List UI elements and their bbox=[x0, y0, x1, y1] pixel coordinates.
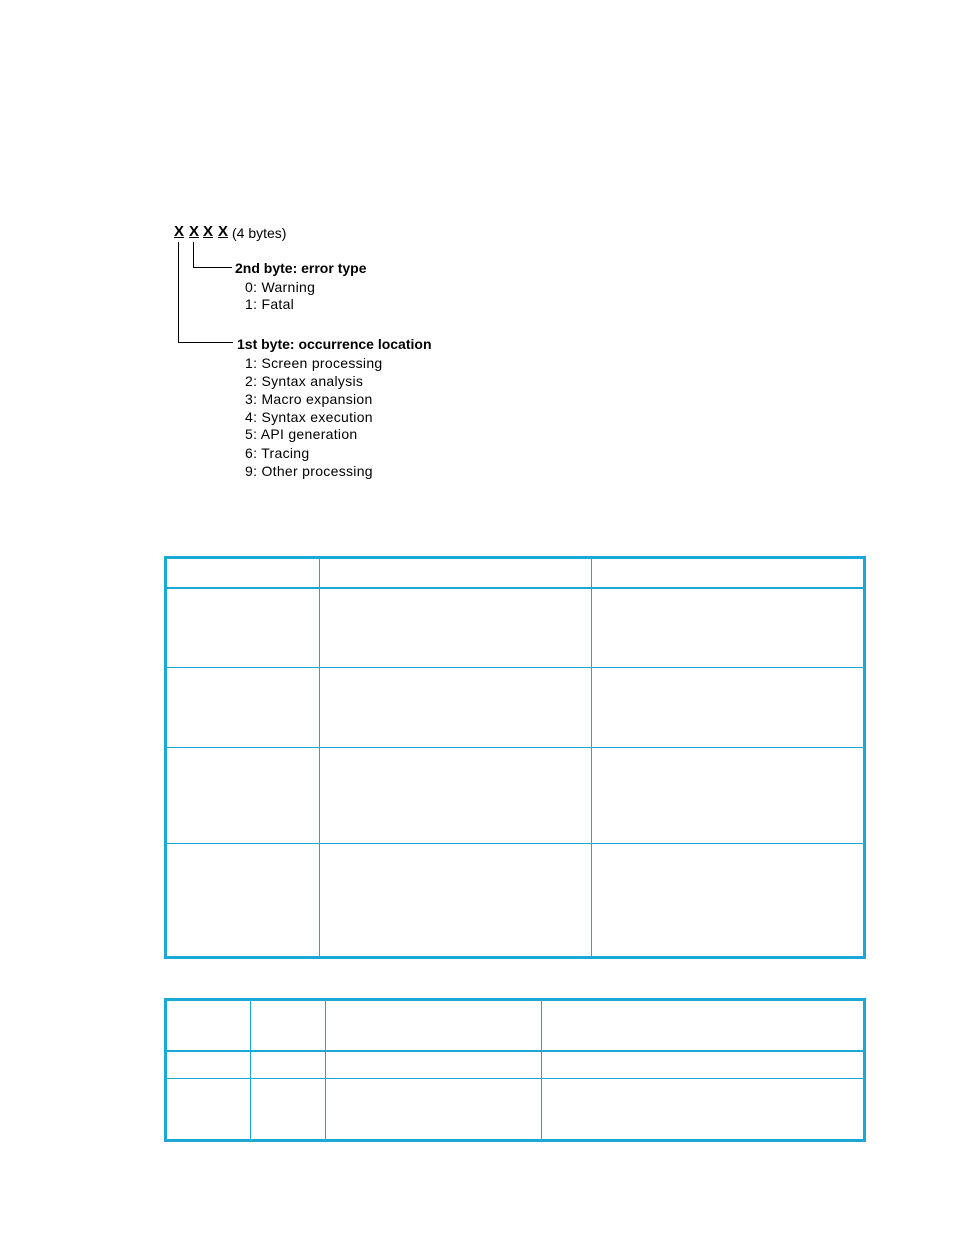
table-1 bbox=[164, 556, 866, 959]
first-byte-option: 6: Tracing bbox=[245, 445, 310, 461]
table-2-row-divider bbox=[167, 1078, 863, 1079]
table-1-row-divider bbox=[167, 747, 863, 748]
first-byte-title: 1st byte: occurrence location bbox=[237, 336, 432, 352]
table-1-column-divider bbox=[319, 559, 320, 956]
table-2 bbox=[164, 998, 866, 1142]
first-byte-option: 5: API generation bbox=[245, 426, 358, 442]
table-2-column-divider bbox=[250, 1001, 251, 1139]
byte-x-2: X bbox=[189, 223, 200, 240]
first-byte-connector bbox=[178, 242, 233, 343]
table-2-column-divider bbox=[325, 1001, 326, 1139]
table-2-header-divider bbox=[167, 1050, 863, 1052]
first-byte-option: 2: Syntax analysis bbox=[245, 373, 364, 389]
table-2-column-divider bbox=[541, 1001, 542, 1139]
second-byte-option: 0: Warning bbox=[245, 279, 316, 295]
table-1-row-divider bbox=[167, 667, 863, 668]
first-byte-option: 1: Screen processing bbox=[245, 355, 383, 371]
first-byte-option: 3: Macro expansion bbox=[245, 391, 373, 407]
first-byte-option: 9: Other processing bbox=[245, 463, 373, 479]
second-byte-option: 1: Fatal bbox=[245, 296, 295, 312]
byte-x-1: X bbox=[174, 223, 185, 240]
second-byte-title: 2nd byte: error type bbox=[235, 260, 367, 276]
error-code-diagram bbox=[0, 0, 954, 520]
first-byte-option: 4: Syntax execution bbox=[245, 409, 373, 425]
table-1-column-divider bbox=[591, 559, 592, 956]
table-1-row-divider bbox=[167, 843, 863, 844]
bytes-note: (4 bytes) bbox=[232, 225, 287, 241]
byte-x-4: X bbox=[218, 223, 229, 240]
table-1-header-divider bbox=[167, 587, 863, 589]
byte-x-3: X bbox=[203, 223, 214, 240]
